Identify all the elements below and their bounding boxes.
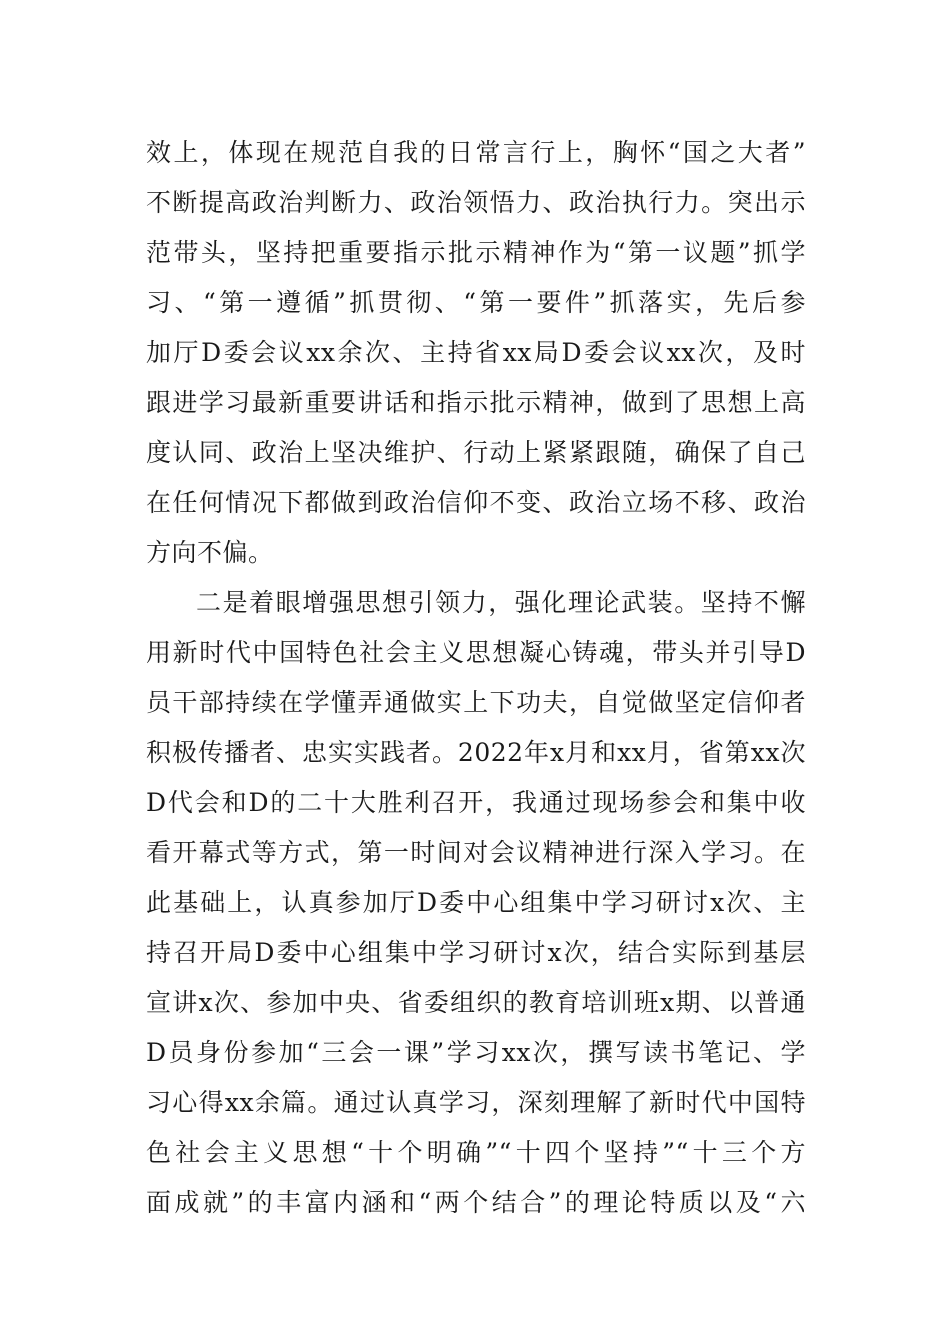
text-line: 色社会主义思想“十个明确”“十四个坚持”“十三个方 — [146, 1138, 806, 1167]
body-text — [146, 128, 806, 1228]
text-line: 不断提高政治判断力、政治领悟力、政治执行力。突出示 — [146, 188, 806, 217]
text-line: 用新时代中国特色社会主义思想凝心铸魂，带头并引导D — [146, 638, 806, 667]
text-line: 此基础上，认真参加厅D委中心组集中学习研讨x次、主 — [146, 888, 806, 917]
text-line: 在任何情况下都做到政治信仰不变、政治立场不移、政治 — [146, 488, 806, 517]
paragraph-start-line: 二是着眼增强思想引领力，强化理论武装。坚持不懈 — [196, 588, 806, 617]
text-line: 宣讲x次、参加中央、省委组织的教育培训班x期、以普通 — [146, 988, 806, 1017]
text-line: D员身份参加“三会一课”学习xx次，撰写读书笔记、学 — [146, 1038, 806, 1067]
text-line: 跟进学习最新重要讲话和指示批示精神，做到了思想上高 — [146, 388, 806, 417]
text-line: 度认同、政治上坚决维护、行动上紧紧跟随，确保了自己 — [146, 438, 806, 467]
text-line: 习心得xx余篇。通过认真学习，深刻理解了新时代中国特 — [146, 1088, 806, 1117]
text-line: 范带头，坚持把重要指示批示精神作为“第一议题”抓学 — [146, 238, 806, 267]
text-line: 加厅D委会议xx余次、主持省xx局D委会议xx次，及时 — [146, 338, 806, 367]
text-line: 方向不偏。 — [146, 538, 274, 567]
text-line: 积极传播者、忠实实践者。2022年x月和xx月，省第xx次 — [146, 738, 806, 767]
text-line: 员干部持续在学懂弄通做实上下功夫，自觉做坚定信仰者 — [146, 688, 806, 717]
text-line: 看开幕式等方式，第一时间对会议精神进行深入学习。在 — [146, 838, 806, 867]
text-line: 习、“第一遵循”抓贯彻、“第一要件”抓落实，先后参 — [146, 288, 806, 317]
text-line: 面成就”的丰富内涵和“两个结合”的理论特质以及“六 — [146, 1188, 806, 1217]
text-line: D代会和D的二十大胜利召开，我通过现场参会和集中收 — [146, 788, 806, 817]
text-line: 持召开局D委中心组集中学习研讨x次，结合实际到基层 — [146, 938, 806, 967]
text-line: 效上，体现在规范自我的日常言行上，胸怀“国之大者” — [146, 138, 806, 167]
